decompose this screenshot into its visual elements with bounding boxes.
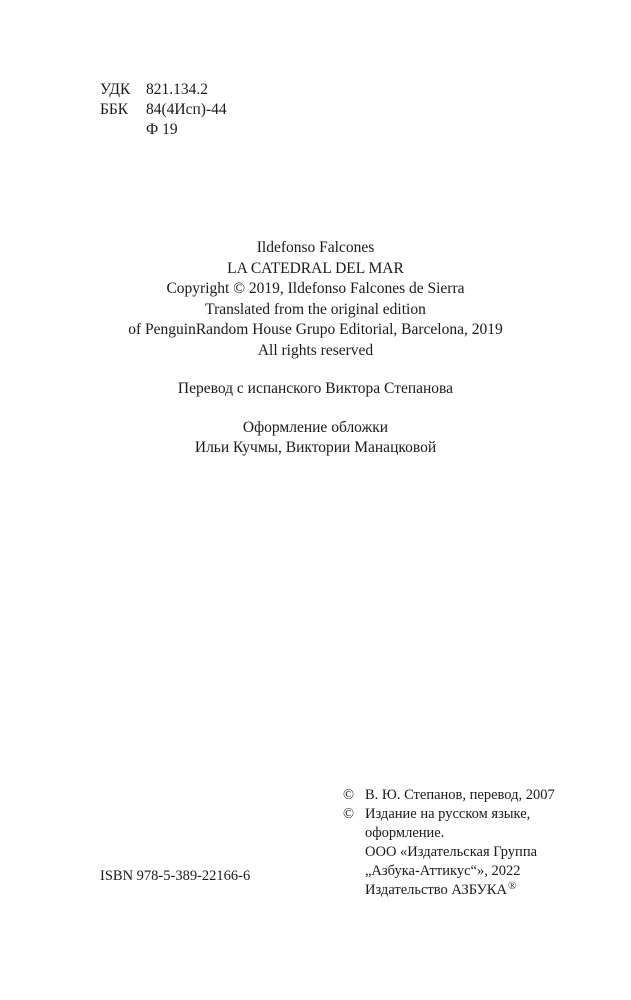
edition-line: of PenguinRandom House Grupo Editorial, Barcelona, 2019 [128,321,503,338]
author-mark: Ф 19 [146,121,178,138]
copyright-symbol: © [343,806,355,822]
bbk-row [100,100,227,120]
cover-design-label: Оформление обложки [242,418,389,436]
registered-mark: ® [508,880,517,892]
copyright-line: Издание на русском языке, [365,806,531,822]
spacer [0,400,631,418]
original-copyright: Copyright © 2019, Ildefonso Falcones de Sierra [166,280,465,297]
udk-value: 821.134.2 [146,81,208,98]
classification-block [100,80,227,140]
udk-row [100,80,227,100]
translation-credit: Перевод с испанского Виктора Степанова [177,380,454,397]
bbk-code: ББК [100,101,129,118]
bbk-value: 84(4Исп)-44 [146,101,227,118]
copyright-line: ООО «Издательская Группа [365,844,538,860]
copyright-entry-translation [343,786,555,805]
publisher-name: Издательство АЗБУКА [365,882,507,898]
udk-code: УДК [100,81,131,98]
spacer [0,361,631,379]
copyright-line: „Азбука-Аттикус“», 2022 [365,863,521,879]
rights-line: All rights reserved [257,341,374,359]
original-author: Ildefonso Falcones [256,239,375,256]
copyright-line: В. Ю. Степанов, перевод, 2007 [365,787,555,803]
isbn: ISBN 978-5-389-22166-6 [100,868,251,884]
copyright-line: оформление. [365,825,445,841]
copyright-entry-edition [343,805,555,824]
original-title: LA CATEDRAL DEL MAR [227,259,404,277]
translated-from-line: Translated from the original edition [205,300,426,318]
copyright-symbol: © [343,787,355,803]
cover-designers: Ильи Кучмы, Виктории Манацковой [194,439,437,456]
publisher-line [343,881,555,901]
credits-block [0,238,631,459]
russian-copyright-block [343,786,555,901]
